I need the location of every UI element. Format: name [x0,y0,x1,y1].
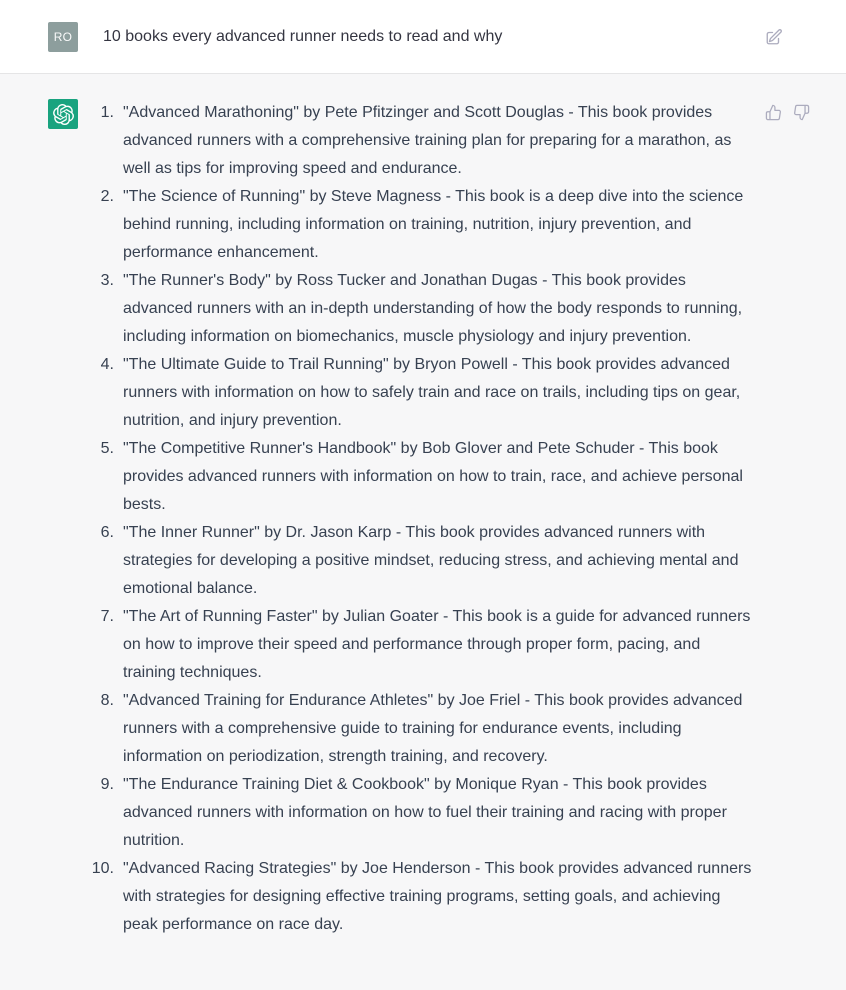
book-list [91,99,755,939]
user-avatar [48,22,78,52]
list-item [100,687,755,771]
list-item-text: "The Endurance Training Diet & Cookbook" by Monique Ryan - This book provides advanced runners with information on how to fuel their training and racing with proper nutrition. [123,776,727,849]
list-item [100,267,755,351]
thumbs-down-icon [793,104,810,121]
list-item-number: 10. [91,860,114,877]
list-item [100,603,755,687]
list-item [100,183,755,267]
list-item [100,771,755,855]
list-item-number: 9. [100,776,114,793]
edit-message-button[interactable] [765,28,783,46]
list-item-text: "The Ultimate Guide to Trail Running" by Bryon Powell - This book provides advanced runners with information on how to safely train and race on trails, including tips on gear, nutrition, and injury prevention. [123,356,741,429]
list-item-number: 5. [100,440,114,457]
list-item [100,519,755,603]
list-item [100,435,755,519]
assistant-message-row [0,74,846,959]
list-item-text: "The Science of Running" by Steve Magness - This book is a deep dive into the science behind running, including information on training, nutrition, injury prevention, and performance enhancement. [123,188,744,261]
list-item-text: "Advanced Training for Endurance Athletes" by Joe Friel - This book provides advanced runners with a comprehensive guide to training for endurance events, including information on periodization, strength training, and recovery. [123,692,743,765]
thumbs-up-icon [765,104,782,121]
list-item-text: "Advanced Marathoning" by Pete Pfitzinger and Scott Douglas - This book provides advanced runners with a comprehensive training plan for preparing for a marathon, as well as tips for improving speed and endurance. [123,104,732,177]
thumbs-down-button[interactable] [793,104,810,121]
list-item-text: "Advanced Racing Strategies" by Joe Henderson - This book provides advanced runners with strategies for designing effective training programs, setting goals, and achieving peak performance on race day. [123,860,752,933]
list-item [91,855,755,939]
pencil-square-icon [765,28,783,46]
feedback-buttons [765,104,810,121]
user-message-row [0,0,846,74]
list-item-number: 4. [100,356,114,373]
list-item-text: "The Art of Running Faster" by Julian Goater - This book is a guide for advanced runners on how to improve their speed and performance through proper form, pacing, and training techniques. [123,608,751,681]
list-item-number: 6. [100,524,114,541]
user-avatar-initials: RO [53,29,73,44]
list-item-number: 1. [100,104,114,121]
list-item-number: 8. [100,692,114,709]
list-item-number: 3. [100,272,114,289]
list-item-text: "The Inner Runner" by Dr. Jason Karp - This book provides advanced runners with strategies for developing a positive mindset, reducing stress, and achieving mental and emotional balance. [123,524,739,597]
openai-logo-icon [53,104,74,125]
thumbs-up-button[interactable] [765,104,782,121]
list-item-text: "The Runner's Body" by Ross Tucker and Jonathan Dugas - This book provides advanced runners with an in-depth understanding of how the body responds to running, including information on biomechanics, muscle physiology and injury prevention. [123,272,743,345]
list-item [100,99,755,183]
list-item-number: 2. [100,188,114,205]
user-message-text: 10 books every advanced runner needs to read and why [103,27,503,45]
list-item-text: "The Competitive Runner's Handbook" by Bob Glover and Pete Schuder - This book provides advanced runners with information on how to train, race, and achieve personal bests. [123,440,743,513]
chatgpt-avatar [48,99,78,129]
list-item [100,351,755,435]
list-item-number: 7. [100,608,114,625]
